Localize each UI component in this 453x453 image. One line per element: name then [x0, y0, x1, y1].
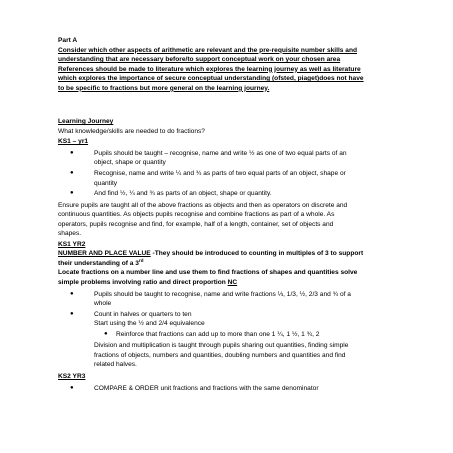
list-item	[58, 169, 403, 188]
learning-journey-heading: Learning Journey	[58, 118, 114, 126]
bullet-text: Pupils should be taught to recognise, name and write fractions ⅓, 1/3, ½, 2/3 and ¾ of a	[94, 290, 351, 298]
intro-line-2: understanding that are necessary before/to support conceptual work on your chosen area	[58, 56, 341, 64]
number-place-value-line-2	[58, 259, 403, 269]
list-item	[58, 290, 403, 309]
ks1-yr1-heading: KS1 – yr1	[58, 138, 89, 146]
bullet-text: Recognise, name and write ¼ and ¾ as parts of two equal parts of an object, shape or	[94, 170, 346, 178]
ks1-yr1-paragraph-line: operators, pupils recognise and find, for example, half of a length, container, set of objects and	[58, 220, 334, 228]
locate-line-2	[58, 278, 403, 288]
superscript-rd: rd	[138, 257, 144, 263]
bullet-text: Pupils should be taught – recognise, name and write ½ as one of two equal parts of an	[94, 149, 347, 157]
bullet-text: whole	[94, 300, 112, 308]
ks1-yr1-paragraph-line: shapes.	[58, 230, 82, 238]
ks1-yr2-bullets	[58, 290, 403, 340]
intro-line-4: which explores the importance of secure conceptual understanding (ofsted, piaget)does not have	[58, 75, 364, 83]
number-place-value-label: NUMBER AND PLACE VALUE	[58, 250, 151, 258]
bullet-text: Reinforce that fractions can add up to more than one 1 ¼, 1 ½, 1 ¾, 2	[116, 330, 320, 338]
learning-journey-question: What knowledge/skills are needed to do fractions?	[58, 127, 205, 135]
bullet-icon: ●	[70, 149, 74, 156]
bullet-text: quantity	[94, 179, 118, 187]
bullet-icon: ●	[70, 384, 74, 391]
list-item	[58, 310, 403, 329]
intro-line-5: to be specific to fractions but more general on the learning journey.	[58, 84, 270, 92]
third-text: their understanding of a 3	[58, 259, 139, 267]
ks1-yr1-paragraph-line: continuous quantities. As objects pupils recognise and combine fractions as part of a whole. As	[58, 211, 335, 219]
division-line: Division and multiplication is taught through pupils sharing out quantities, finding simple	[94, 342, 349, 350]
part-a-label: Part A	[58, 37, 78, 44]
division-line: fractions of objects, numbers and quantities, doubling numbers and quantities and find	[94, 351, 346, 359]
intro-line-3: References should be made to literature which explores the learning journey as well as literature	[58, 65, 361, 73]
intro-line-1: Consider which other aspects of arithmetic are relevant and the pre-requisite number skills and	[58, 46, 357, 54]
ks1-yr2-heading: KS1 YR2	[58, 240, 86, 248]
list-item	[58, 189, 403, 199]
bullet-icon: ●	[70, 310, 74, 317]
number-place-value-line	[58, 249, 403, 259]
bullet-text: And find ½, ¼ and ¾ as parts of an object, shape or quantity.	[94, 190, 272, 198]
list-item	[58, 384, 403, 394]
locate-line-1: Locate fractions on a number line and use them to find fractions of shapes and quantities solve	[58, 269, 358, 277]
bullet-icon: ●	[70, 170, 74, 177]
bullet-text: object, shape or quantity	[94, 159, 166, 167]
bullet-icon: ●	[70, 190, 74, 197]
locate-text: simple problems involving ratio and direct proportion	[58, 279, 228, 287]
ks2-yr3-heading: KS2 YR3	[58, 372, 86, 380]
division-line: related halves.	[94, 361, 137, 369]
list-item	[58, 330, 403, 340]
ks1-yr1-paragraph-line: Ensure pupils are taught all of the above fractions as objects and then as operators on discrete and	[58, 201, 348, 209]
ks2-yr3-bullets	[58, 384, 403, 394]
spacer	[58, 93, 403, 117]
bullet-text: COMPARE & ORDER unit fractions and fractions with the same denominator	[94, 384, 319, 392]
list-item	[58, 149, 403, 168]
bullet-text: Start using the ½ and 2/4 equivalence	[94, 320, 205, 328]
nc-label: NC	[227, 279, 238, 287]
number-place-value-text: -They should be introduced to counting in multiples of 3 to support	[150, 250, 364, 258]
bullet-icon: ●	[104, 330, 108, 337]
ks1-yr1-bullets	[58, 149, 403, 199]
bullet-text: Count in halves or quarters to ten	[94, 310, 192, 318]
bullet-icon: ●	[70, 290, 74, 297]
